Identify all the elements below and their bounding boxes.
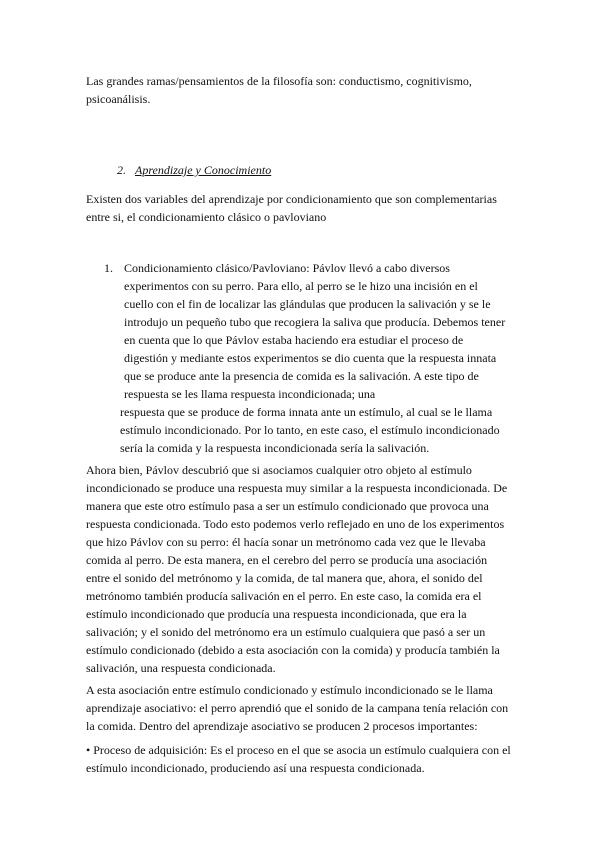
list-line: en cuenta que lo que Pávlov estaba haciendo era estudiar el proceso de (124, 333, 464, 347)
bullet-line: Proceso de adquisición: Es el proceso en el que se asocia un estímulo cualquiera con el (93, 743, 511, 757)
list-line: digestión y mediante estos experimentos se dio cuenta que la respuesta innata (124, 351, 497, 365)
list-line: cuello con el fin de localizar las glándulas que producen la salivación y se le (124, 297, 491, 311)
section-heading (86, 163, 271, 178)
bullet-line: estímulo incondicionado, produciendo así una respuesta condicionada. (86, 761, 425, 775)
intro-line: psicoanálisis. (86, 92, 151, 106)
paragraph-line: entre el sonido del metrónomo y la comida, de tal manera que, ahora, el sonido del (86, 571, 483, 585)
list-line: introdujo un pequeño tubo que recogiera la saliva que producía. Debemos tener (124, 315, 506, 329)
paragraph-line: aprendizaje asociativo: el perro aprendió que el sonido de la campana tenía relación con (86, 701, 509, 715)
paragraph-line: metrónomo también producía salivación en el perro. En este caso, la comida era el (86, 589, 482, 603)
paragraph-line: salivación, una respuesta condicionada. (86, 661, 276, 675)
paragraph-line: respuesta condicionada. Todo esto podemos verlo reflejado en uno de los experimentos (86, 517, 505, 531)
paragraph-line: la comida. Dentro del aprendizaje asociativo se producen 2 procesos importantes: (86, 719, 478, 733)
paragraph-line: Ahora bien, Pávlov descubrió que si asociamos cualquier otro objeto al estímulo (86, 463, 472, 477)
paragraph-line: que hizo Pávlov con su perro: él hacía sonar un metrónomo cada vez que le llevaba (86, 535, 486, 549)
paragraph-line: manera que este otro estímulo pasa a ser un estímulo condicionado que provoca una (86, 499, 489, 513)
list-line: respuesta que se produce de forma innata ante un estímulo, al cual se le llama (120, 405, 493, 419)
list-line: respuesta se les llama respuesta incondicionada; una (124, 387, 376, 401)
bullet-mark: • (86, 743, 91, 757)
section-number: 2. (117, 163, 126, 177)
list-line: Condicionamiento clásico/Pavloviano: Pávlov llevó a cabo diversos (124, 261, 450, 275)
paragraph-line: incondicionado se produce una respuesta muy similar a la respuesta incondicionada. De (86, 481, 508, 495)
list-line: que se produce ante la presencia de comida es la salivación. A este tipo de (124, 369, 479, 383)
lead-line: entre si, el condicionamiento clásico o pavloviano (86, 210, 327, 224)
paragraph-line: estímulo incondicionado que producía una respuesta incondicionada, que era la (86, 607, 467, 621)
list-line: estímulo incondicionado. Por lo tanto, en este caso, el estímulo incondicionado (120, 423, 500, 437)
paragraph-line: comida al perro. De esta manera, en el cerebro del perro se producía una asociación (86, 553, 488, 567)
bullet-item (86, 741, 511, 759)
list-number: 1. (104, 261, 113, 275)
intro-line: Las grandes ramas/pensamientos de la filosofía son: conductismo, cognitivismo, (86, 74, 472, 88)
paragraph-line: salivación; y el sonido del metrónomo era un estímulo cualquiera que pasó a ser un (86, 625, 486, 639)
list-line: experimentos con su perro. Para ello, al perro se le hizo una incisión en el (124, 279, 478, 293)
section-title: Aprendizaje y Conocimiento (135, 163, 272, 177)
list-line: sería la comida y la respuesta incondicionada sería la salivación. (120, 441, 430, 455)
lead-line: Existen dos variables del aprendizaje por condicionamiento que son complementarias (86, 192, 497, 206)
paragraph-line: A esta asociación entre estímulo condicionado y estímulo incondicionado se le llama (86, 683, 493, 697)
paragraph-line: estímulo condicionado (debido a esta asociación con la comida) y producía también la (86, 643, 500, 657)
